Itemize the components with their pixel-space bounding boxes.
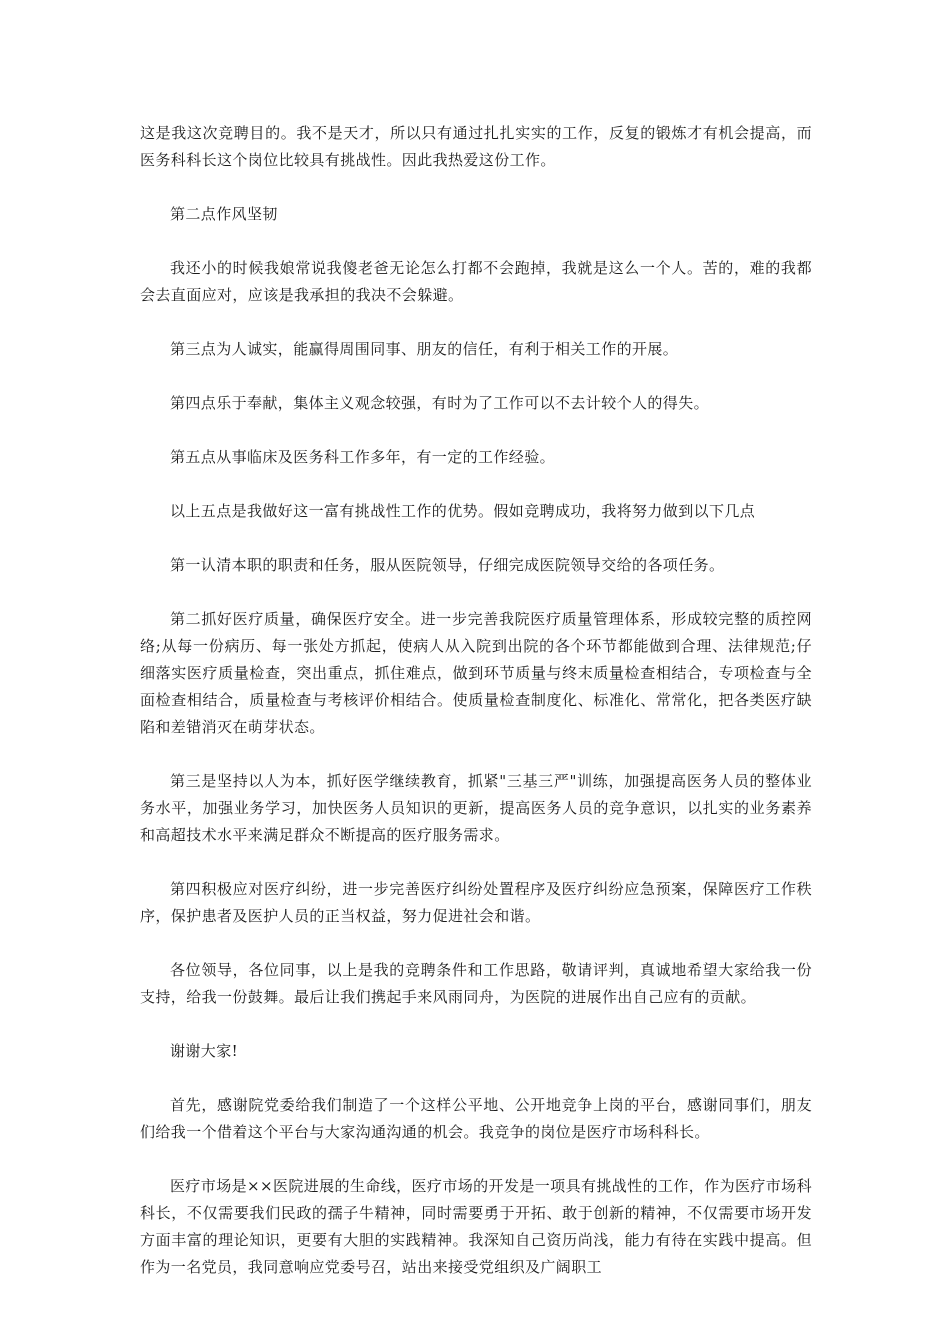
paragraph-heading-point-two: 第二点作风坚韧 bbox=[170, 205, 278, 223]
paragraph-closing: 各位领导，各位同事，以上是我的竞聘条件和工作思路，敬请评判，真诚地希望大家给我一份支持，给我一份鼓舞。最后让我们携起手来风雨同舟，为医院的进展作出自己应有的贡献。 bbox=[140, 961, 812, 1006]
paragraph-second-speech-intro: 首先，感谢院党委给我们制造了一个这样公平地、公开地竞争上岗的平台，感谢同事们，朋友们给我一个借着这个平台与大家沟通沟通的机会。我竞争的岗位是医疗市场科科长。 bbox=[140, 1096, 812, 1141]
paragraph-plan-three: 第三是坚持以人为本，抓好医学继续教育，抓紧"三基三严"训练，加强提高医务人员的整体业务水平，加强业务学习，加快医务人员知识的更新，提高医务人员的竞争意识，以扎实的业务素养和高超技术水平来满足群众不断提高的医疗服务需求。 bbox=[140, 772, 812, 844]
paragraph-plan-two: 第二抓好医疗质量，确保医疗安全。进一步完善我院医疗质量管理体系，形成较完整的质控网络;从每一份病历、每一张处方抓起，使病人从入院到出院的各个环节都能做到合理、法律规范;仔细落实医疗质量检查，突出重点，抓住难点，做到环节质量与终末质量检查相结合，专项检查与全面检查相结合，质量检查与考核评价相结合。使质量检查制度化、标准化、常常化，把各类医疗缺陷和差错消灭在萌芽状态。 bbox=[140, 610, 812, 736]
paragraph-childhood: 我还小的时候我娘常说我傻老爸无论怎么打都不会跑掉，我就是这么一个人。苦的，难的我都会去直面应对，应该是我承担的我决不会躲避。 bbox=[140, 259, 812, 304]
paragraph-purpose: 这是我这次竞聘目的。我不是天才，所以只有通过扎扎实实的工作，反复的锻炼才有机会提高，而医务科科长这个岗位比较具有挑战性。因此我热爱这份工作。 bbox=[140, 124, 812, 169]
paragraph-point-three: 第三点为人诚实，能赢得周围同事、朋友的信任，有利于相关工作的开展。 bbox=[170, 340, 679, 358]
paragraph-point-five: 第五点从事临床及医务科工作多年，有一定的工作经验。 bbox=[170, 448, 556, 466]
paragraph-market-lifeline: 医疗市场是××医院进展的生命线，医疗市场的开发是一项具有挑战性的工作，作为医疗市场科科长，不仅需要我们民政的孺子牛精神，同时需要勇于开拓、敢于创新的精神，不仅需要市场开发方面丰富的理论知识，更要有大胆的实践精神。我深知自己资历尚浅，能力有待在实践中提高。但作为一名党员，我同意响应党委号召，站出来接受党组织及广阔职工 bbox=[140, 1177, 812, 1276]
paragraph-point-four: 第四点乐于奉献，集体主义观念较强，有时为了工作可以不去计较个人的得失。 bbox=[170, 394, 710, 412]
paragraph-plan-four: 第四积极应对医疗纠纷，进一步完善医疗纠纷处置程序及医疗纠纷应急预案，保障医疗工作秩序，保护患者及医护人员的正当权益，努力促进社会和谐。 bbox=[140, 880, 812, 925]
document-page bbox=[140, 120, 812, 1308]
paragraph-plan-one: 第一认清本职的职责和任务，服从医院领导，仔细完成医院领导交给的各项任务。 bbox=[170, 556, 725, 574]
paragraph-summary-advantages: 以上五点是我做好这一富有挑战性工作的优势。假如竞聘成功，我将努力做到以下几点 bbox=[170, 502, 756, 520]
paragraph-thanks: 谢谢大家! bbox=[170, 1042, 239, 1060]
